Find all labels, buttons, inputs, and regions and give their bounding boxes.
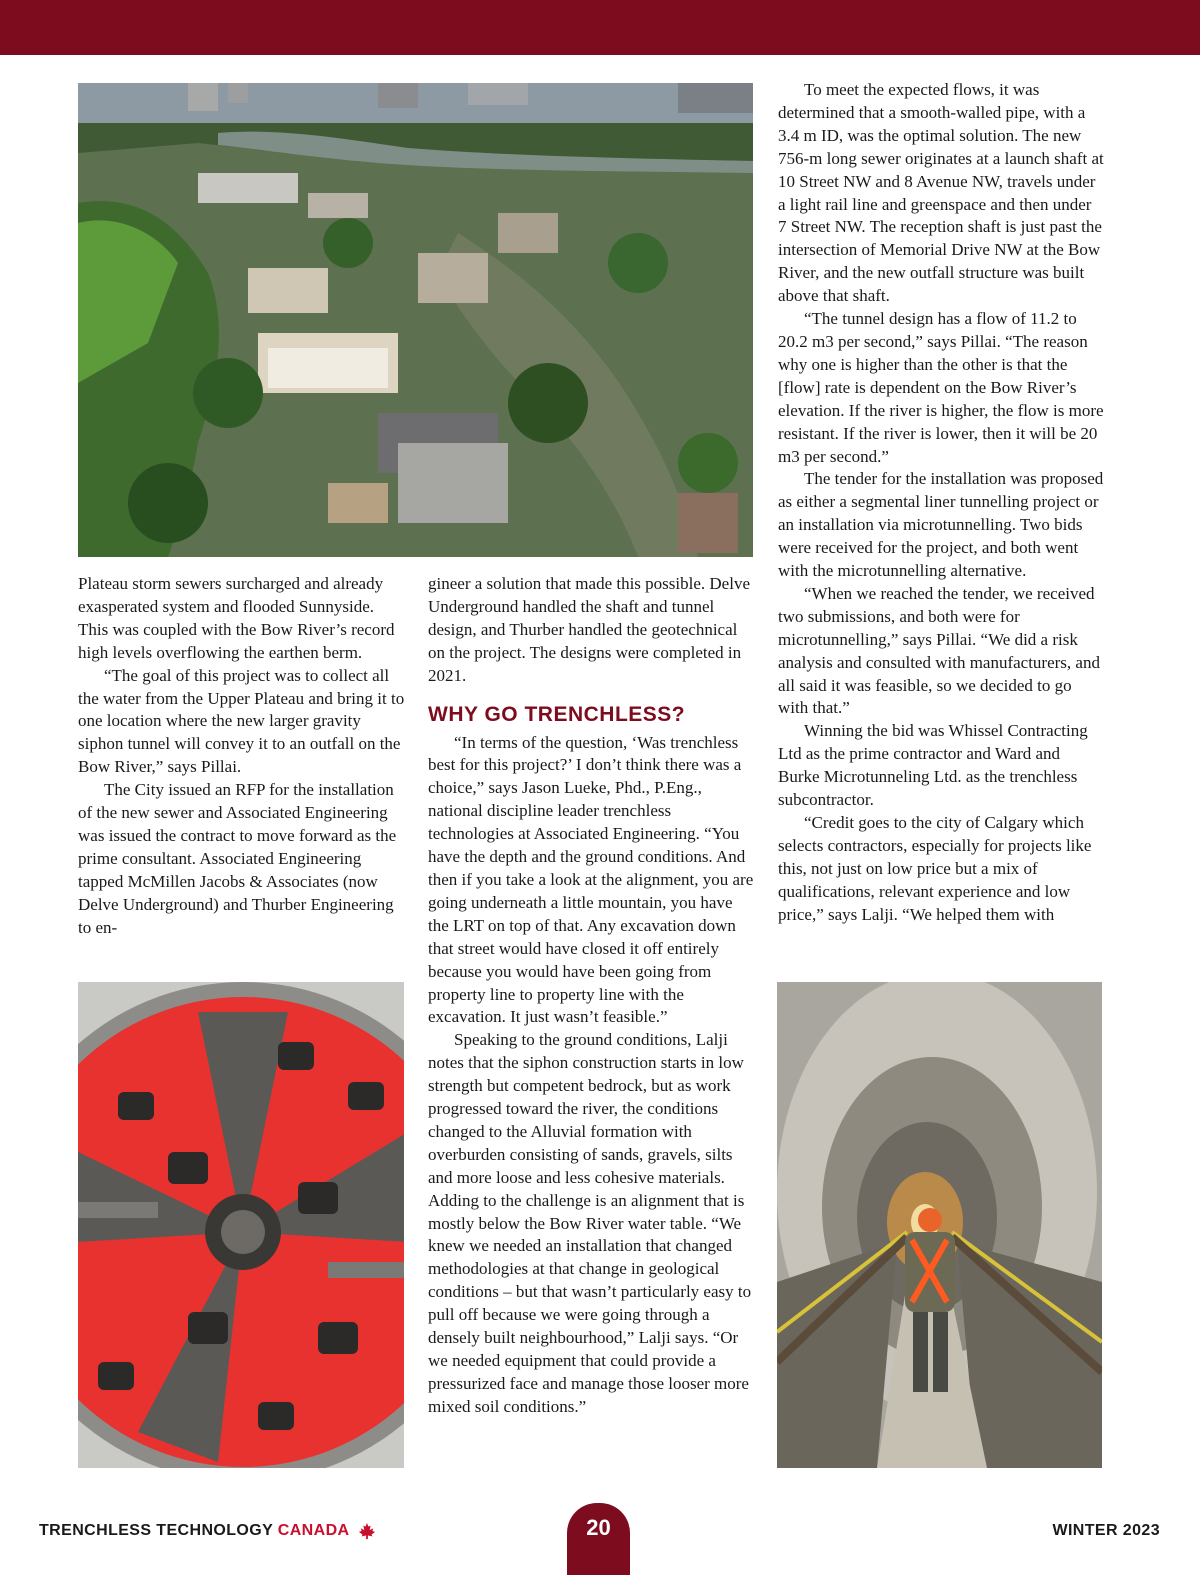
cutterhead-photo [78, 982, 404, 1468]
col1-paragraph-1: Plateau storm sewers surcharged and already exasperated system and flooded Sunnyside. This was coupled with the Bow River’s record high levels overflowing the earthen berm. [78, 574, 395, 662]
col3-paragraph-3: The tender for the installation was proposed as either a segmental liner tunnelling project or an installation via microtunnelling. Two bids were received for the project, and both went with the microtunnelling alternative. [778, 469, 1104, 581]
tunnel-worker-photo [777, 982, 1102, 1468]
col3-paragraph-6: “Credit goes to the city of Calgary which selects contractors, especially for projects like this, not just on low price but a mix of qualifications, relevant experience and low price,” says Lalji. “We helped them with [778, 813, 1092, 924]
column-2 [428, 573, 754, 1419]
col1-paragraph-3: The City issued an RFP for the installation of the new sewer and Associated Engineering was issued the contract to move forward as the prime consultant. Associated Engineering tapped McMillen Jacobs & Associates (now Delve Underground) and Thurber Engineering to en- [78, 780, 397, 937]
col3-paragraph-5: Winning the bid was Whissel Contracting Ltd as the prime contractor and Ward and Burke Microtunneling Ltd. as the trenchless subcontractor. [778, 721, 1088, 810]
col2-paragraph-1: gineer a solution that made this possible. Delve Underground handled the shaft and tunnel design, and Thurber handled the geotechnical on the project. The designs were completed in 2021. [428, 574, 750, 685]
col3-paragraph-2: “The tunnel design has a flow of 11.2 to 20.2 m3 per second,” says Pillai. “The reason why one is higher than the other is that the [flow] rate is dependent on the Bow River’s elevation. If the river is higher, the flow is more resistant. If the river is lower, then it will be 20 m3 per second.” [778, 309, 1104, 466]
col2-paragraph-2: “In terms of the question, ‘Was trenchless best for this project?’ I don’t think there was a choice,” says Jason Lueke, Phd., P.Eng., national discipline leader trenchless technologies at Associated Engineering. “You have the depth and the ground conditions. And then if you take a look at the alignment, you are going underneath a little mountain, you have the LRT on top of that. Any excavation down that street would have closed it off entirely because you would have been going from property line to property line with the excavation. It just wasn’t feasible.” [428, 732, 754, 1027]
aerial-flood-photo [78, 83, 753, 557]
col3-paragraph-1: To meet the expected flows, it was determined that a smooth-walled pipe, with a 3.4 m ID, was the optimal solution. The new 756-m long sewer originates at a launch shaft at 10 Street NW and 8 Avenue NW, travels under a light rail line and greenspace and then under 7 Street NW. The reception shaft is just past the intersection of Memorial Drive NW at the Bow River, and the new outfall structure was built above that shaft. [778, 80, 1104, 306]
section-heading: WHY GO TRENCHLESS? [428, 702, 686, 726]
col1-paragraph-2: “The goal of this project was to collect all the water from the Upper Plateau and bring it to one location where the new larger gravity siphon tunnel will convey it to an outfall on the Bow River,” says Pillai. [78, 665, 405, 777]
column-1 [78, 573, 406, 940]
page-number: 20 [567, 1503, 630, 1575]
magazine-name [39, 1522, 376, 1540]
header-bar [0, 0, 1200, 55]
issue-label: WINTER 2023 [1052, 1522, 1160, 1539]
col2-paragraph-3: Speaking to the ground conditions, Lalji notes that the siphon construction starts in low strength but competent bedrock, but as work progressed toward the river, the conditions changed to the Alluvial formation with overburden consisting of sands, gravels, silts and more loose and less cohesive materials. Adding to the challenge is an alignment that is mostly below the Bow River water table. “We knew we needed an installation that changed methodologies at that change in geological conditions – but that wasn’t particularly easy to pull off because we were going through a densely built neighbourhood,” Lalji says. “Or we needed equipment that could provide a pressurized face and manage those looser more mixed soil conditions.” [428, 1030, 752, 1416]
maple-leaf-icon [358, 1522, 376, 1540]
col3-paragraph-4: “When we reached the tender, we received two submissions, and both were for microtunnelling,” says Pillai. “We did a risk analysis and consulted with manufacturers, and all said it was feasible, so we decided to go with that.” [778, 583, 1100, 718]
column-3 [778, 79, 1104, 927]
magazine-country: CANADA [277, 1522, 349, 1540]
magazine-title: TRENCHLESS TECHNOLOGY [39, 1522, 273, 1540]
